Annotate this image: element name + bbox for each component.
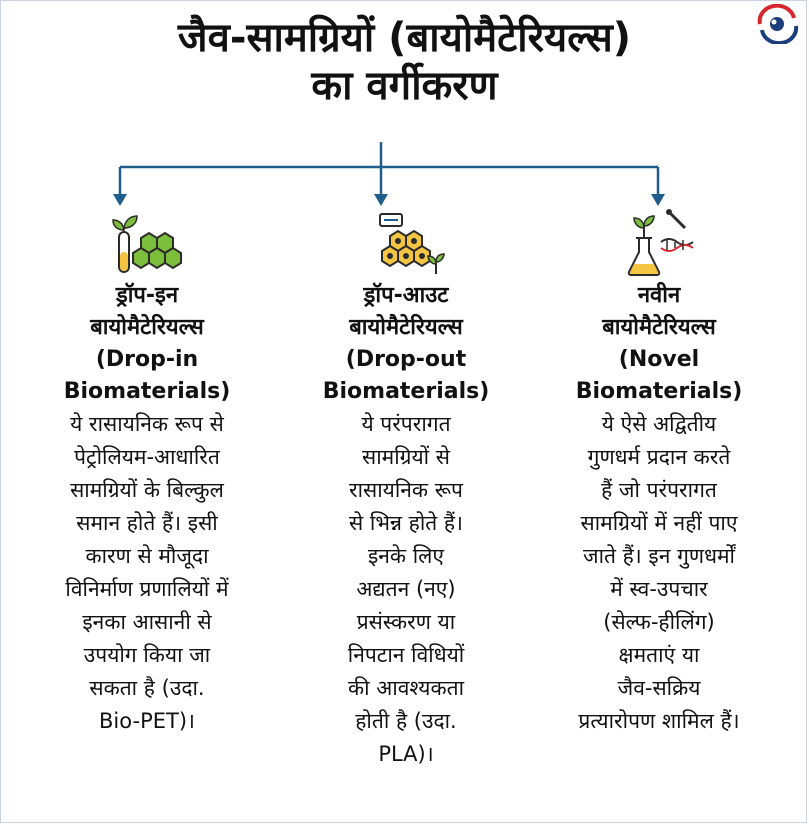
drop-in-heading <box>12 280 282 408</box>
test-tube-hexagon-icon <box>107 208 187 280</box>
body-line: ये ऐसे अद्वितीय <box>601 412 717 436</box>
heading-line: Biomaterials) <box>63 379 231 404</box>
body-line: प्रसंस्करण या <box>356 610 456 634</box>
body-line: सकता है (उदा. <box>89 676 205 700</box>
body-line: Bio-PET)। <box>99 709 195 733</box>
heading-line: Biomaterials) <box>322 379 490 404</box>
body-line: निपटान विधियों <box>347 643 465 667</box>
body-line: होती है (उदा. <box>355 709 457 733</box>
body-line: जैव-सक्रिय <box>617 676 701 700</box>
body-line: से भिन्न होते हैं। <box>348 511 464 535</box>
body-line: सामग्रियों में नहीं पाए <box>580 511 738 535</box>
body-line: हैं जो परंपरागत <box>601 478 717 502</box>
body-line: रासायनिक रूप <box>349 478 463 502</box>
body-line: गुणधर्म प्रदान करते <box>587 445 731 469</box>
body-line: कारण से मौजूदा <box>85 544 209 568</box>
column-drop-in <box>12 208 282 738</box>
body-line: उपयोग किया जा <box>83 643 211 667</box>
heading-line: ड्रॉप-इन <box>115 283 179 308</box>
column-drop-out <box>286 208 526 771</box>
body-line: ये परंपरागत <box>361 412 451 436</box>
body-line: सामग्रियों से <box>362 445 450 469</box>
tree-connector <box>0 0 809 210</box>
body-line: ये रासायनिक रूप से <box>70 412 224 436</box>
heading-line: बायोमैटेरियल्स <box>349 315 463 340</box>
heading-line: (Drop-out <box>345 347 467 372</box>
body-line: की आवश्यकता <box>347 676 465 700</box>
drop-out-description <box>286 408 526 771</box>
body-line: इनका आसानी से <box>82 610 212 634</box>
flask-dna-icon <box>619 208 699 280</box>
body-line: PLA)। <box>378 742 434 766</box>
body-line: सामग्रियों के बिल्कुल <box>70 478 224 502</box>
heading-line: Biomaterials) <box>575 379 743 404</box>
body-line: क्षमताएं या <box>618 643 700 667</box>
heading-line: बायोमैटेरियल्स <box>90 315 204 340</box>
drop-in-description <box>12 408 282 738</box>
body-line: पेट्रोलियम-आधारित <box>74 445 220 469</box>
heading-line: बायोमैटेरियल्स <box>602 315 716 340</box>
heading-line: (Novel <box>618 347 700 372</box>
body-line: समान होते हैं। इसी <box>76 511 218 535</box>
heading-line: (Drop-in <box>95 347 199 372</box>
body-line: प्रत्यारोपण शामिल हैं। <box>578 709 740 733</box>
column-novel <box>518 208 800 738</box>
body-line: जाते हैं। इन गुणधर्मों <box>582 544 735 568</box>
novel-heading <box>518 280 800 408</box>
body-line: में स्व-उपचार <box>610 577 708 601</box>
body-line: अद्यतन (नए) <box>356 577 456 601</box>
heading-line: नवीन <box>637 283 681 308</box>
heading-line: ड्रॉप-आउट <box>363 283 449 308</box>
body-line: इनके लिए <box>367 544 445 568</box>
title-line-2: का वर्गीकरण <box>311 63 498 109</box>
body-line: (सेल्फ-हीलिंग) <box>603 610 715 634</box>
honeycomb-sprout-icon <box>366 208 446 280</box>
body-line: विनिर्माण प्रणालियों में <box>65 577 229 601</box>
title-line-1: जैव-सामग्रियों (बायोमैटेरियल्स) <box>177 15 632 61</box>
drop-out-heading <box>286 280 526 408</box>
novel-description <box>518 408 800 738</box>
